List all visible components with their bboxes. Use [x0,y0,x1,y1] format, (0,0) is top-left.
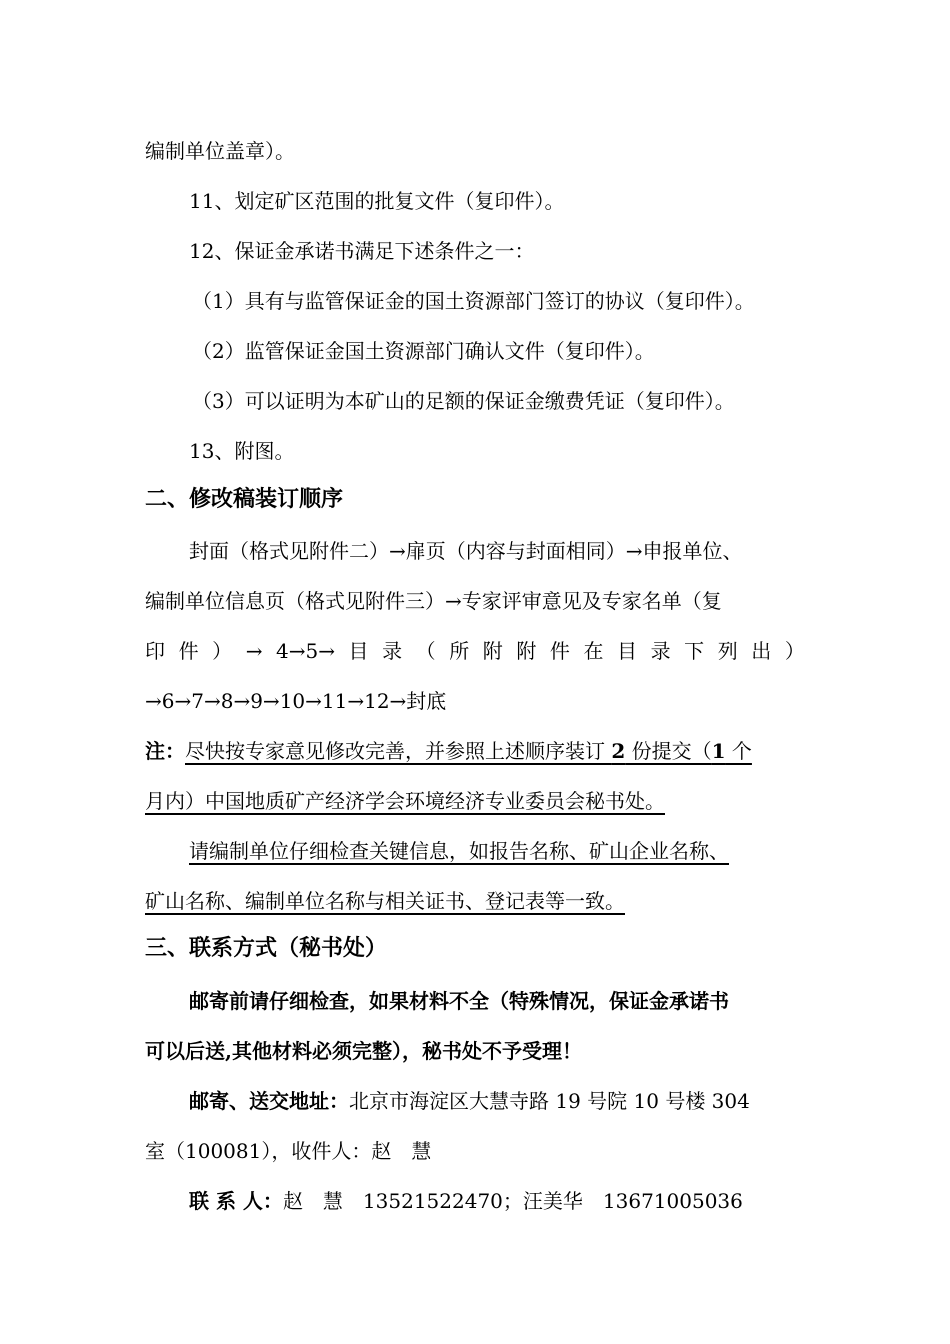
note-text-c: 个 [725,739,752,763]
note-line-1 [145,741,815,761]
note-text [185,739,752,763]
address-value: 北京市海淀区大慧寺路 19 号院 10 号楼 304 [349,1089,750,1113]
address-line-2: 室（100081），收件人：赵 慧 [145,1139,432,1163]
sub-item-2: （2）监管保证金国土资源部门确认文件（复印件）。 [192,339,655,363]
order-token: 出 [751,639,772,663]
note-text-a: 尽快按专家意见修改完善，并参照上述顺序装订 [185,739,612,763]
order-token: 4→5→ [276,639,335,663]
order-token: 件 [178,639,199,663]
sub-item-1: （1）具有与监管保证金的国土资源部门签订的协议（复印件）。 [192,289,755,313]
sub-item-3: （3）可以证明为本矿山的足额的保证金缴费凭证（复印件）。 [192,389,735,413]
contact-line [189,1191,859,1211]
order-token: 件 [549,639,570,663]
note-text-b: 份提交（ [625,739,712,763]
binding-order-line-2: 编制单位信息页（格式见附件三）→专家评审意见及专家名单（复 [145,589,722,613]
warning-line-1: 邮寄前请仔细检查，如果材料不全（特殊情况，保证金承诺书 [189,989,729,1013]
order-token: （ [415,639,436,663]
order-token: → [245,639,263,663]
check-text-a: 请编制单位仔细检查关键信息，如报告名称、矿山企业名称、 [189,839,729,863]
section2-heading: 二、修改稿装订顺序 [145,487,344,512]
note-text-d: 月内）中国地质矿产经济学会环境经济专业委员会秘书处。 [145,789,665,813]
list-item-12: 12、保证金承诺书满足下述条件之一： [189,239,535,263]
section3-heading: 三、联系方式（秘书处） [145,936,388,961]
order-token: 附 [516,639,537,663]
order-token: ） [784,639,805,663]
contact-label: 联 系 人： [189,1189,283,1213]
order-token: 目 [617,639,638,663]
binding-order-line-3 [145,641,805,661]
address-line-1 [189,1091,859,1111]
check-line-2 [145,891,815,911]
list-item-11: 11、划定矿区范围的批复文件（复印件）。 [189,189,565,213]
order-token: 目 [348,639,369,663]
list-item-13: 13、附图。 [189,439,295,463]
warning-line-2: 可以后送,其他材料必须完整），秘书处不予受理！ [145,1039,582,1063]
order-token: 下 [684,639,705,663]
order-token: 附 [482,639,503,663]
list-item-10-continued: 编制单位盖章）。 [145,139,295,163]
order-token: 录 [382,639,403,663]
note-label: 注： [145,739,185,763]
check-text-b: 矿山名称、编制单位名称与相关证书、登记表等一致。 [145,889,625,913]
note-month: 1 [711,739,726,763]
binding-order-line-4: →6→7→8→9→10→11→12→封底 [145,689,447,713]
order-token: 所 [449,639,470,663]
order-token: 列 [717,639,738,663]
order-token: ） [212,639,233,663]
binding-order-line-1: 封面（格式见附件二）→扉页（内容与封面相同）→申报单位、 [189,539,743,563]
order-token: 印 [145,639,165,663]
contact-value: 赵 慧 13521522470；汪美华 13671005036 [282,1189,743,1213]
address-label: 邮寄、送交地址： [189,1089,349,1113]
order-token: 录 [650,639,671,663]
check-line-1 [189,841,859,861]
note-line-2 [145,791,815,811]
note-copies: 2 [611,739,626,763]
order-token: 在 [583,639,604,663]
